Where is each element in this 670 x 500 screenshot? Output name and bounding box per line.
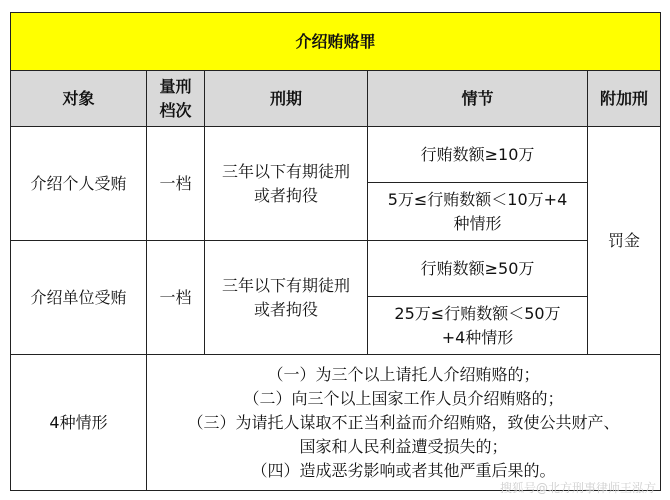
header-grade-line2: 档次 <box>159 100 192 120</box>
row-grade: 一档 <box>147 241 205 355</box>
table-row <box>11 127 661 183</box>
header-term: 刑期 <box>205 71 368 127</box>
row-term-line2: 或者拘役 <box>253 299 318 319</box>
bribery-introduction-table <box>10 12 661 491</box>
row-grade: 一档 <box>147 127 205 241</box>
circumstance-item: （三）为请托人谋取不正当利益而介绍贿赂，致使公共财产、 <box>187 412 620 432</box>
header-grade <box>147 71 205 127</box>
row-circ-b-line2: +4种情形 <box>441 327 514 347</box>
additional-penalty-cell: 罚金 <box>588 127 661 355</box>
row-circumstance-b <box>368 297 588 355</box>
four-circumstances-row <box>11 355 661 491</box>
row-term-line2: 或者拘役 <box>253 185 318 205</box>
watermark: 搜狐号@北方刑事律师王泓方 <box>499 481 656 495</box>
four-circumstances-list <box>147 355 661 491</box>
header-grade-line1: 量刑 <box>159 76 192 96</box>
row-term <box>205 127 368 241</box>
row-circ-b-line1: 5万≤行贿数额＜10万+4 <box>387 189 568 209</box>
row-circ-b-line1: 25万≤行贿数额＜50万 <box>394 303 561 323</box>
header-additional: 附加刑 <box>588 71 661 127</box>
row-object: 介绍单位受贿 <box>11 241 147 355</box>
row-circ-b-line2: 种情形 <box>453 213 502 233</box>
row-circumstance-a: 行贿数额≥50万 <box>368 241 588 297</box>
header-circumstance: 情节 <box>368 71 588 127</box>
circumstance-item: （二）向三个以上国家工作人员介绍贿赂的； <box>243 388 564 408</box>
row-term-line1: 三年以下有期徒刑 <box>221 161 350 181</box>
table-title: 介绍贿赂罪 <box>11 13 661 71</box>
table-row <box>11 241 661 297</box>
header-object: 对象 <box>11 71 147 127</box>
header-row <box>11 71 661 127</box>
row-object: 介绍个人受贿 <box>11 127 147 241</box>
row-circumstance-a: 行贿数额≥10万 <box>368 127 588 183</box>
circumstance-item: （一）为三个以上请托人介绍贿赂的； <box>267 364 540 384</box>
row-term <box>205 241 368 355</box>
title-row <box>11 13 661 71</box>
four-circumstances-label: 4种情形 <box>11 355 147 491</box>
circumstance-item: 国家和人民利益遭受损失的； <box>299 436 508 456</box>
row-circumstance-b <box>368 183 588 241</box>
circumstance-item: （四）造成恶劣影响或者其他严重后果的。 <box>251 460 556 480</box>
row-term-line1: 三年以下有期徒刑 <box>221 275 350 295</box>
